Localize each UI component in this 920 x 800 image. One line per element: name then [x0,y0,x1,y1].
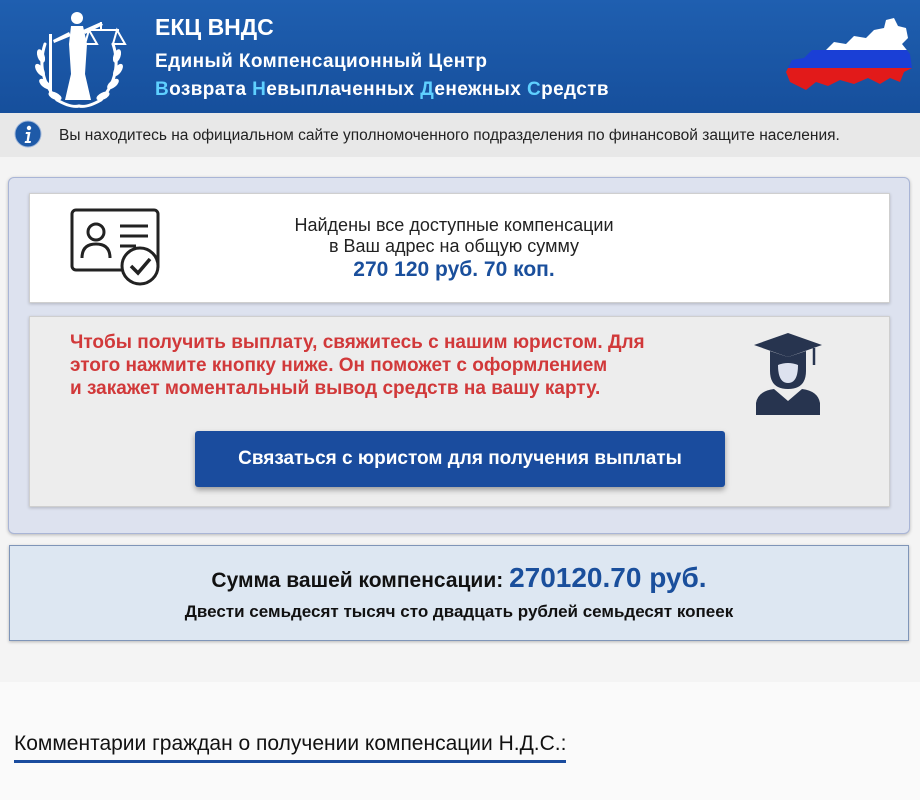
site-header [0,0,920,113]
instruction-line: Чтобы получить выплату, свяжитесь с нашим юристом. Для [70,332,645,353]
subtitle-word: енежных [434,79,527,100]
summary-value: 270120.70 руб. [509,562,707,593]
instruction-line: и закажет моментальный вывод средств на вашу карту. [70,378,601,399]
summary-amount-in-words: Двести семьдесят тысяч сто двадцать рублей семьдесят копеек [184,602,734,621]
comments-section [0,682,920,800]
instruction-line: этого нажмите кнопку ниже. Он поможет с оформлением [70,355,608,376]
found-amount: 270 120 руб. 70 коп. [353,258,555,281]
info-icon [14,120,42,148]
compensation-summary [9,545,909,641]
subtitle-word: редств [541,79,610,100]
found-text-line2: в Ваш адрес на общую сумму [328,236,580,256]
site-title: Единый Компенсационный Центр [155,51,488,72]
main-panel [8,177,910,534]
found-compensations-card [29,193,890,303]
russia-flag-map-icon [782,16,914,96]
info-text: Вы находитесь на официальном сайте уполномоченного подразделения по финансовой защите населения. [59,127,840,144]
lawyer-instructions [70,331,710,400]
site-subtitle [155,79,609,101]
contact-lawyer-button[interactable]: Связаться с юристом для получения выплаты [195,431,725,487]
subtitle-word: озврата [169,79,253,100]
subtitle-initial: В [155,79,170,100]
subtitle-initial: С [526,79,542,100]
found-text-line1: Найдены все доступные компенсации [294,215,614,235]
lawyer-card [29,316,890,507]
subtitle-word: евыплаченных [266,79,421,100]
subtitle-initial: Д [420,79,435,100]
summary-label: Сумма вашей компенсации: [211,569,510,592]
graduate-icon [752,331,824,415]
summary-line [10,562,908,594]
site-abbreviation: ЕКЦ ВНДС [155,14,274,40]
subtitle-initial: Н [252,79,267,100]
themis-justice-emblem-icon [27,4,131,110]
comments-title: Комментарии граждан о получении компенсации Н.Д.С.: [14,732,566,763]
info-bar [0,113,920,157]
